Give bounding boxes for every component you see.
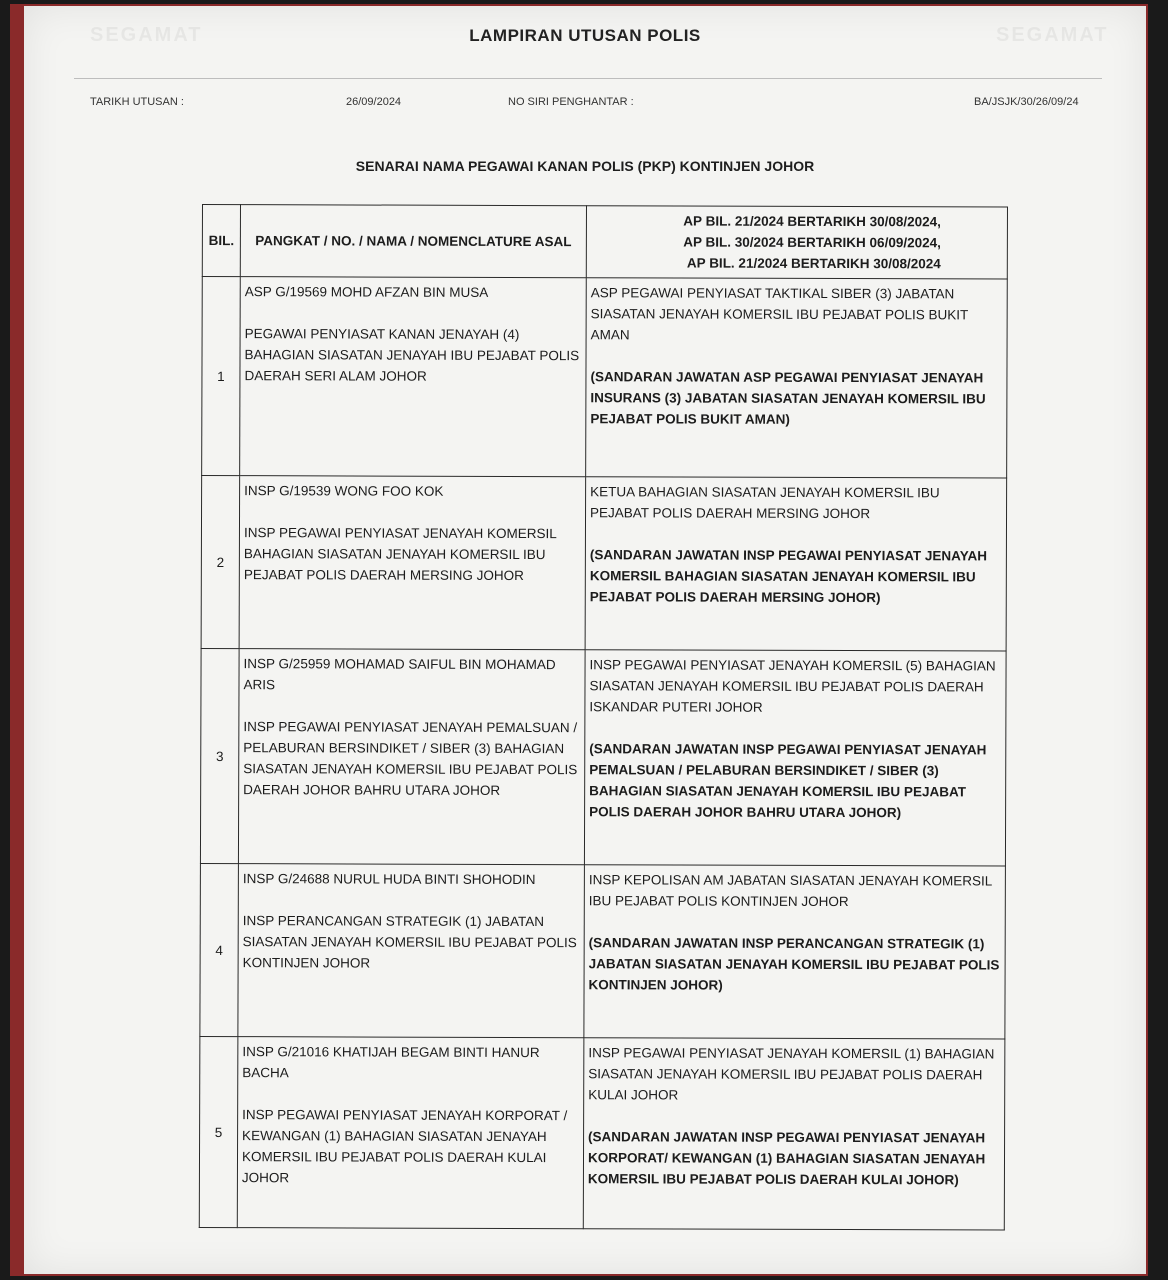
new-post: INSP PEGAWAI PENYIASAT JENAYAH KOMERSIL (1) BAHAGIAN SIASATAN JENAYAH KOMERSIL IBU PEJABAT POLIS DAERAH KULAI JOHOR (588, 1045, 995, 1103)
row-officer-cell (238, 864, 585, 1038)
row-new-post-cell (584, 865, 1006, 1039)
new-post: KETUA BAHAGIAN SIASATAN JENAYAH KOMERSIL IBU PEJABAT POLIS DAERAH MERSING JOHOR (590, 484, 940, 522)
row-officer-cell (239, 476, 586, 650)
table-row (200, 648, 1006, 866)
row-officer-cell (238, 649, 585, 865)
sandaran-post: (SANDARAN JAWATAN INSP PEGAWAI PENYIASAT JENAYAH PEMALSUAN / PELABURAN BERSINDIKET / SIBER (3) BAHAGIAN SIASATAN JENAYAH KOMERSIL IBU PEJABAT POLIS DAERAH JOHOR BAHRU UTARA JOHOR) (589, 741, 987, 821)
new-post: INSP PEGAWAI PENYIASAT JENAYAH KOMERSIL (5) BAHAGIAN SIASATAN JENAYAH KOMERSIL IBU PEJABAT POLIS DAERAH ISKANDAR PUTERI JOHOR (589, 657, 996, 715)
list-title: SENARAI NAMA PEGAWAI KANAN POLIS (PKP) KONTINJEN JOHOR (355, 158, 815, 174)
officer-name: INSP G/24688 NURUL HUDA BINTI SHOHODIN (242, 871, 536, 888)
watermark-left: SEGAMAT (90, 24, 203, 46)
original-post: PEGAWAI PENYIASAT KANAN JENAYAH (4) BAHAGIAN SIASATAN JENAYAH IBU PEJABAT POLIS DAERAH SERI ALAM JOHOR (244, 326, 580, 384)
new-post: ASP PEGAWAI PENYIASAT TAKTIKAL SIBER (3) JABATAN SIASATAN JENAYAH KOMERSIL IBU PEJABAT POLIS BUKIT AMAN (590, 285, 969, 343)
original-post: INSP PERANCANGAN STRATEGIK (1) JABATAN SIASATAN JENAYAH KOMERSIL IBU PEJABAT POLIS KONTINJEN JOHOR (242, 913, 577, 971)
header-ap-line-2: AP BIL. 30/2024 BERTARIKH 06/09/2024, (683, 234, 941, 251)
table-row (199, 1036, 1005, 1230)
header-divider (74, 78, 1102, 79)
officer-name: INSP G/19539 WONG FOO KOK (244, 483, 444, 499)
table-row (202, 277, 1008, 479)
header-ap-line-1: AP BIL. 21/2024 BERTARIKH 30/08/2024, (683, 213, 941, 230)
officer-name: INSP G/25959 MOHAMAD SAIFUL BIN MOHAMAD ARIS (243, 656, 556, 693)
date-label: TARIKH UTUSAN : (90, 96, 184, 108)
header-name: PANGKAT / NO. / NAMA / NOMENCLATURE ASAL (240, 205, 586, 278)
row-bil: 3 (200, 648, 239, 863)
date-value: 26/09/2024 (346, 96, 402, 108)
officer-name: ASP G/19569 MOHD AFZAN BIN MUSA (244, 284, 489, 300)
row-bil: 2 (201, 476, 240, 649)
sandaran-post: (SANDARAN JAWATAN INSP PERANCANGAN STRATEGIK (1) JABATAN SIASATAN JENAYAH KOMERSIL IBU PEJABAT POLIS KONTINJEN JOHOR) (588, 935, 1000, 993)
original-post: INSP PEGAWAI PENYIASAT JENAYAH KOMERSIL BAHAGIAN SIASATAN JENAYAH KOMERSIL IBU PEJABAT POLIS DAERAH MERSING JOHOR (243, 525, 557, 584)
row-bil: 4 (200, 863, 239, 1036)
row-new-post-cell (586, 278, 1008, 478)
row-bil: 1 (202, 277, 241, 476)
document-title: LAMPIRAN UTUSAN POLIS (469, 26, 701, 45)
serial-label: NO SIRI PENGHANTAR : (508, 96, 634, 108)
sandaran-post: (SANDARAN JAWATAN INSP PEGAWAI PENYIASAT JENAYAH KORPORAT/ KEWANGAN (1) BAHAGIAN SIASATAN JENAYAH KOMERSIL IBU PEJABAT POLIS DAERAH KULAI JOHOR) (587, 1129, 986, 1188)
row-new-post-cell (584, 650, 1006, 866)
watermark-right: SEGAMAT (996, 24, 1109, 46)
row-new-post-cell (583, 1038, 1005, 1230)
sandaran-post: (SANDARAN JAWATAN ASP PEGAWAI PENYIASAT JENAYAH INSURANS (3) JABATAN SIASATAN JENAYAH KOMERSIL IBU PEJABAT POLIS BUKIT AMAN) (590, 369, 986, 427)
original-post: INSP PEGAWAI PENYIASAT JENAYAH PEMALSUAN / PELABURAN BERSINDIKET / SIBER (3) BAHAGIAN SIASATAN JENAYAH KOMERSIL IBU PEJABAT POLIS DAERAH JOHOR BAHRU UTARA JOHOR (243, 719, 578, 798)
row-officer-cell (237, 1037, 584, 1229)
document-page (24, 6, 1146, 1274)
header-ap (586, 206, 1007, 279)
original-post: INSP PEGAWAI PENYIASAT JENAYAH KORPORAT / KEWANGAN (1) BAHAGIAN SIASATAN JENAYAH KOMERSIL IBU PEJABAT POLIS DAERAH KULAI JOHOR (241, 1107, 568, 1186)
table-row (201, 476, 1007, 652)
officer-name: INSP G/21016 KHATIJAH BEGAM BINTI HANUR BACHA (242, 1044, 540, 1081)
new-post: INSP KEPOLISAN AM JABATAN SIASATAN JENAYAH KOMERSIL IBU PEJABAT POLIS KONTINJEN JOHOR (588, 872, 992, 910)
sandaran-post: (SANDARAN JAWATAN INSP PEGAWAI PENYIASAT JENAYAH KOMERSIL BAHAGIAN SIASATAN JENAYAH KOMERSIL IBU PEJABAT POLIS DAERAH MERSING JOHOR) (589, 547, 987, 606)
row-bil: 5 (199, 1036, 238, 1227)
serial-value: BA/JSJK/30/26/09/24 (974, 96, 1079, 108)
officer-table (199, 204, 1008, 1231)
header-bil: BIL. (202, 205, 240, 277)
header-ap-line-3: AP BIL. 21/2024 BERTARIKH 30/08/2024 (686, 255, 941, 272)
table-header-row (202, 205, 1007, 280)
row-officer-cell (240, 277, 587, 477)
table-row (200, 863, 1006, 1039)
row-new-post-cell (585, 477, 1007, 651)
